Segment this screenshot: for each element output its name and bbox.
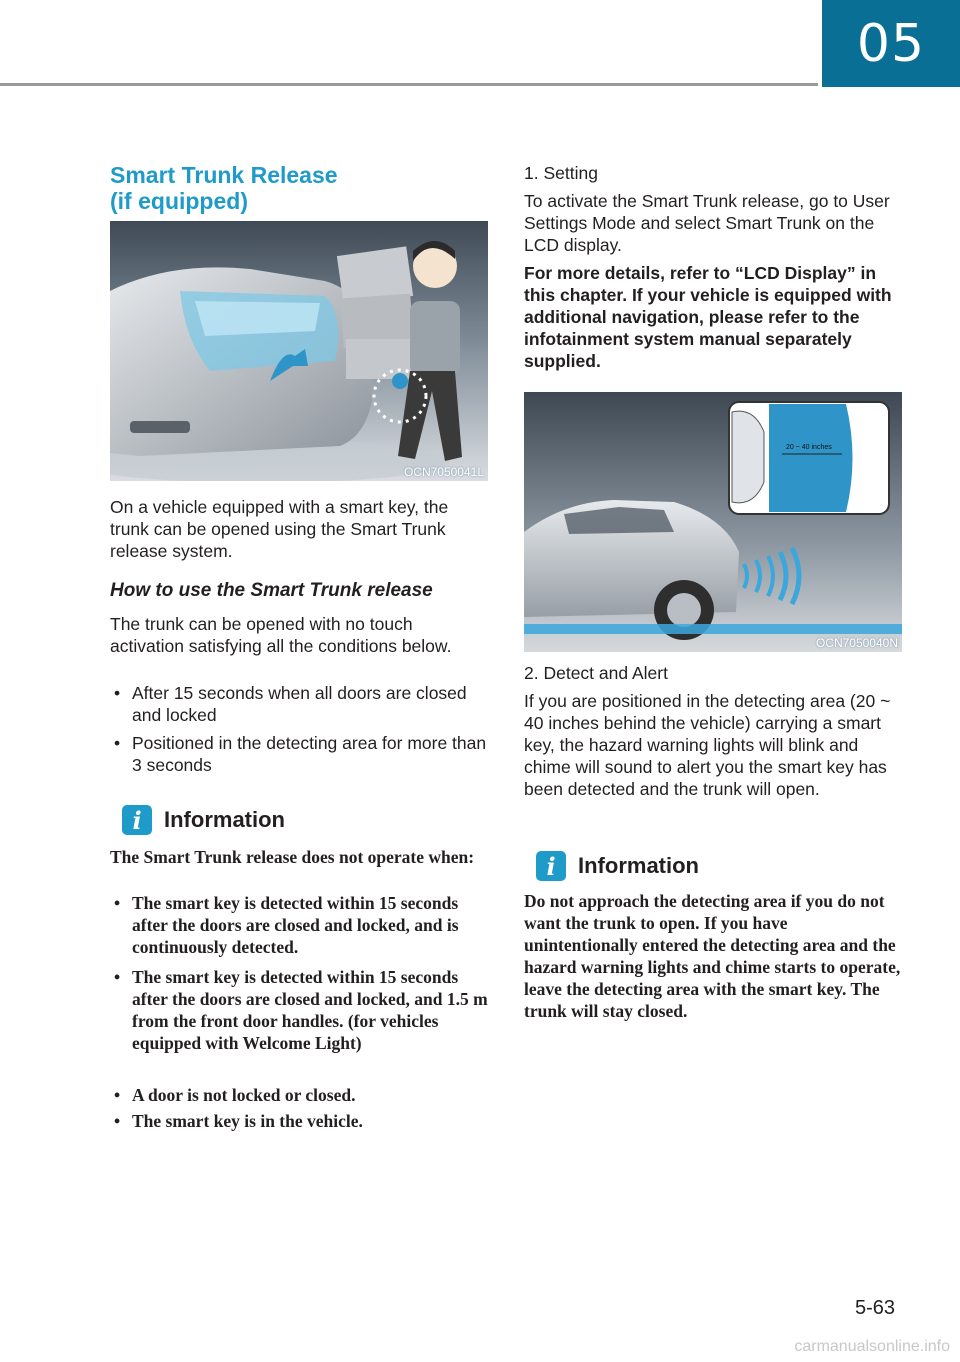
figure-code: OCN7050041L [403, 465, 484, 479]
trunk-illustration [110, 221, 488, 481]
info-heading-label: Information [164, 807, 285, 832]
figure-smart-trunk-person [110, 221, 488, 481]
detect-illustration [524, 392, 902, 652]
step1-note: For more details, refer to “LCD Display” in this chapter. If your vehicle is equipped with additional navigation, please refer to the infotainment system manual separately supplied. [524, 263, 892, 371]
step1-label: 1. Setting [524, 163, 598, 183]
step2-label: 2. Detect and Alert [524, 663, 668, 683]
info-lead: The Smart Trunk release does not operate when: [110, 847, 475, 867]
condition-item: • Positioned in the detecting area for more than 3 seconds [110, 732, 492, 776]
info-text: Do not approach the detecting area if you do not want the trunk to open. If you have unintentionally entered the detecting area and the hazard warning lights and chime starts to operate, leave the detecting area with the smart key. The trunk will stay closed. [524, 891, 901, 1021]
condition-item: • After 15 seconds when all doors are closed and locked [110, 682, 492, 726]
intro-text: On a vehicle equipped with a smart key, the trunk can be opened using the Smart Trunk release system. [110, 497, 449, 561]
info-item: • The smart key is detected within 15 seconds after the doors are closed and locked, and 1.5 m from the front door handles. (for vehicles equipped with Welcome Light) [110, 966, 492, 1054]
section-title [110, 162, 490, 214]
watermark: carmanualsonline.info [794, 1338, 950, 1355]
section-title-line2: (if equipped) [110, 188, 248, 214]
info-item: • The smart key is in the vehicle. [110, 1110, 492, 1132]
how-to-text: The trunk can be opened with no touch activation satisfying all the conditions below. [110, 614, 452, 656]
info-icon: i [536, 851, 566, 881]
page-number: 5-63 [854, 1297, 895, 1319]
inset-distance-label: 20 ~ 40 inches [786, 444, 832, 451]
info-heading [122, 805, 285, 835]
step1-text: To activate the Smart Trunk release, go to User Settings Mode and select Smart Trunk on the LCD display. [524, 191, 890, 255]
header-rule [0, 83, 818, 86]
figure-detecting-area [524, 392, 902, 652]
info-item: • A door is not locked or closed. [110, 1084, 492, 1106]
info-icon: i [122, 805, 152, 835]
chapter-tab: 05 [822, 0, 960, 87]
step2-text: If you are positioned in the detecting area (20 ~ 40 inches behind the vehicle) carrying a smart key, the hazard warning lights will blink and chime will sound to alert you the smart key has been detected and the trunk will open. [524, 691, 891, 799]
info-item: • The smart key is detected within 15 seconds after the doors are closed and locked, and is continuously detected. [110, 892, 492, 958]
section-title-line1: Smart Trunk Release [110, 162, 338, 188]
figure-code: OCN7050040N [815, 636, 898, 650]
info-heading [536, 851, 699, 881]
how-to-heading: How to use the Smart Trunk release [110, 580, 433, 601]
info-heading-label: Information [578, 853, 699, 878]
